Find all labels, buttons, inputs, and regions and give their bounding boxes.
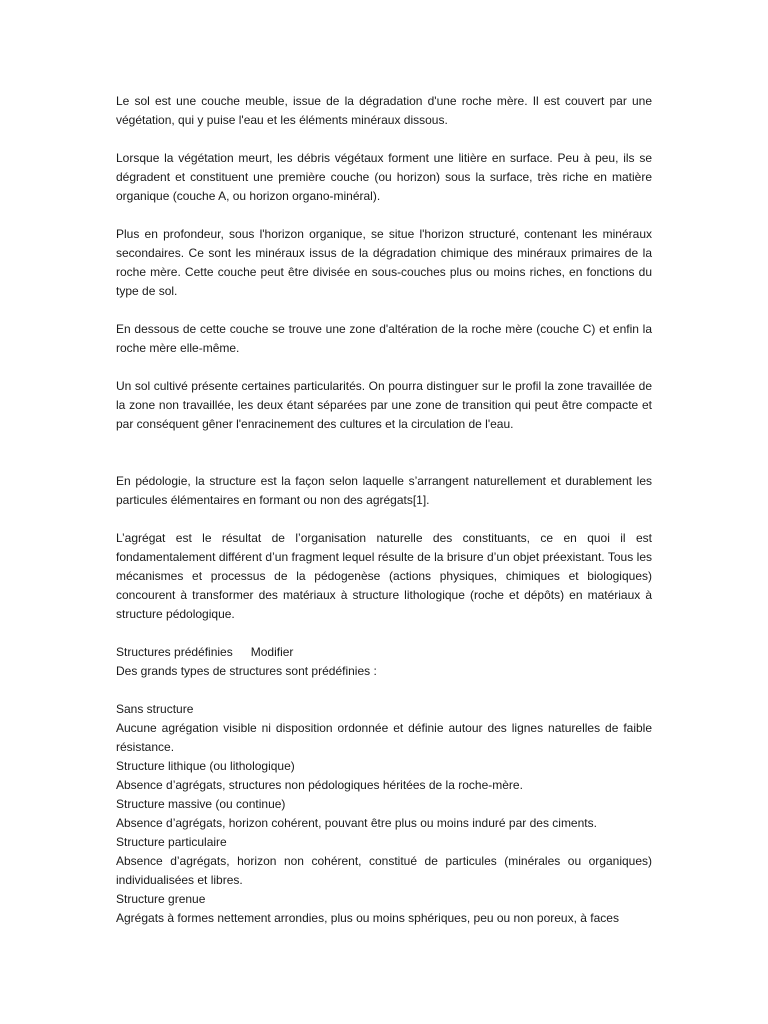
spacer [116,624,652,643]
edit-section-link[interactable]: Modifier [250,645,294,659]
paragraph-litiere: Lorsque la végétation meurt, les débris végétaux forment une litière en surface. Peu à peu, ils se dégradent et constituent une première couche (ou horizon) sous la surface, très riche en matière organique (couche A, ou horizon organo-minéral). [116,151,652,203]
spacer [116,358,652,377]
section-heading: Structures prédéfinies [116,645,233,659]
structure-name: Structure lithique (ou lithologique) [116,759,295,773]
spacer [116,301,652,320]
section-heading-row [116,643,652,662]
section-intro: Des grands types de structures sont prédéfinies : [116,664,377,678]
structure-description: Agrégats à formes nettement arrondies, plus ou moins sphériques, peu ou non poreux, à faces [116,911,619,925]
structure-description: Absence d’agrégats, structures non pédologiques héritées de la roche-mère. [116,778,523,792]
spacer [116,681,652,700]
paragraph-horizon-structure: Plus en profondeur, sous l'horizon organique, se situe l'horizon structuré, contenant les minéraux secondaires. Ce sont les minéraux issus de la dégradation chimique des minéraux primaires de la roche mère. Cette couche peut être divisée en sous-couches plus ou moins riches, en fonctions du type de sol. [116,227,652,298]
spacer [116,510,652,529]
structure-description: Absence d’agrégats, horizon non cohérent, constitué de particules (minérales ou organiques) individualisées et libres. [116,854,652,887]
spacer [116,206,652,225]
paragraph-sol-cultive: Un sol cultivé présente certaines particularités. On pourra distinguer sur le profil la zone travaillée de la zone non travaillée, les deux étant séparées par une zone de transition qui peut être compacte et par conséquent gêner l'enracinement des cultures et la circulation de l'eau. [116,379,652,431]
document-page [116,92,652,928]
structure-name: Structure particulaire [116,835,227,849]
structure-name: Structure massive (ou continue) [116,797,286,811]
paragraph-agregat: L’agrégat est le résultat de l’organisation naturelle des constituants, ce en quoi il est fondamentalement différent d’un fragment lequel résulte de la brisure d’un objet préexistant. Tous les mécanismes et processus de la pédogenèse (actions physiques, chimiques et biologiques) concourent à transformer des matériaux à structure lithologique (roche et dépôts) en matériaux à structure pédologique. [116,531,652,621]
spacer [116,130,652,149]
paragraph-couche-c: En dessous de cette couche se trouve une zone d'altération de la roche mère (couche C) et enfin la roche mère elle-même. [116,322,652,355]
structure-description: Absence d’agrégats, horizon cohérent, pouvant être plus ou moins induré par des ciments. [116,816,597,830]
structure-name: Sans structure [116,702,194,716]
paragraph-sol-definition: Le sol est une couche meuble, issue de la dégradation d'une roche mère. Il est couvert par une végétation, qui y puise l'eau et les éléments minéraux dissous. [116,94,652,127]
structure-description: Aucune agrégation visible ni disposition ordonnée et définie autour des lignes naturelles de faible résistance. [116,721,652,754]
paragraph-pedologie-structure: En pédologie, la structure est la façon selon laquelle s’arrangent naturellement et durablement les particules élémentaires en formant ou non des agrégats[1]. [116,474,652,507]
structure-name: Structure grenue [116,892,206,906]
spacer [116,434,652,472]
